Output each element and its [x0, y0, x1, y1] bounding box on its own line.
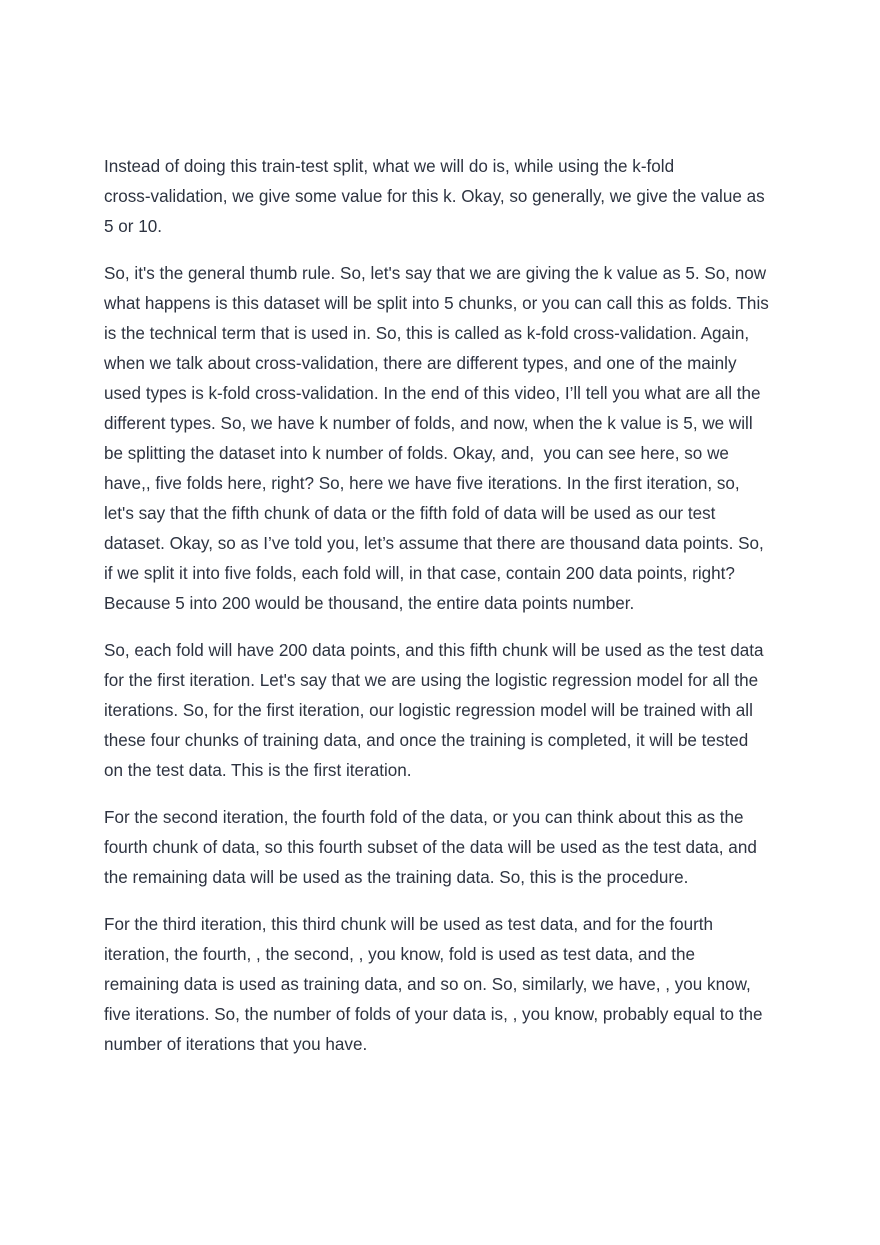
text-line: let's say that the fifth chunk of data or the fifth fold of data will be used as our test — [104, 504, 716, 523]
document-body — [104, 152, 784, 1077]
text-line: five iterations. So, the number of folds of your data is, , you know, probably equal to the — [104, 1005, 763, 1024]
text-line: the remaining data will be used as the training data. So, this is the procedure. — [104, 868, 689, 887]
text-line: 5 or 10. — [104, 217, 162, 236]
text-line: what happens is this dataset will be split into 5 chunks, or you can call this as folds. This — [104, 294, 769, 313]
text-line: So, it's the general thumb rule. So, let's say that we are giving the k value as 5. So, now — [104, 264, 767, 283]
text-line: Because 5 into 200 would be thousand, the entire data points number. — [104, 594, 635, 613]
paragraph-3 — [104, 636, 784, 786]
text-line: is the technical term that is used in. So, this is called as k-fold cross-validation. Again, — [104, 324, 750, 343]
text-line: iteration, the fourth, , the second, , you know, fold is used as test data, and the — [104, 945, 696, 964]
text-line: For the second iteration, the fourth fold of the data, or you can think about this as the — [104, 808, 744, 827]
text-line: fourth chunk of data, so this fourth subset of the data will be used as the test data, and — [104, 838, 757, 857]
text-line: have,, five folds here, right? So, here we have five iterations. In the first iteration, so, — [104, 474, 740, 493]
text-line: number of iterations that you have. — [104, 1035, 368, 1054]
text-line: be splitting the dataset into k number of folds. Okay, and, you can see here, so we — [104, 444, 729, 463]
paragraph-2 — [104, 259, 784, 619]
text-line: So, each fold will have 200 data points, and this fifth chunk will be used as the test data — [104, 641, 764, 660]
text-line: cross-validation, we give some value for this k. Okay, so generally, we give the value as — [104, 187, 765, 206]
text-line: different types. So, we have k number of folds, and now, when the k value is 5, we will — [104, 414, 753, 433]
paragraph-5 — [104, 910, 784, 1060]
text-line: on the test data. This is the first iteration. — [104, 761, 412, 780]
text-line: these four chunks of training data, and once the training is completed, it will be tested — [104, 731, 749, 750]
text-line: dataset. Okay, so as I’ve told you, let’s assume that there are thousand data points. So, — [104, 534, 764, 553]
text-line: used types is k-fold cross-validation. In the end of this video, I’ll tell you what are all the — [104, 384, 761, 403]
paragraph-4 — [104, 803, 784, 893]
text-line: Instead of doing this train-test split, what we will do is, while using the k-fold — [104, 157, 675, 176]
text-line: when we talk about cross-validation, there are different types, and one of the mainly — [104, 354, 737, 373]
text-line: for the first iteration. Let's say that we are using the logistic regression model for all the — [104, 671, 759, 690]
text-line: remaining data is used as training data, and so on. So, similarly, we have, , you know, — [104, 975, 751, 994]
paragraph-1 — [104, 152, 784, 242]
text-line: iterations. So, for the first iteration, our logistic regression model will be trained with all — [104, 701, 753, 720]
text-line: if we split it into five folds, each fold will, in that case, contain 200 data points, right? — [104, 564, 735, 583]
text-line: For the third iteration, this third chunk will be used as test data, and for the fourth — [104, 915, 714, 934]
